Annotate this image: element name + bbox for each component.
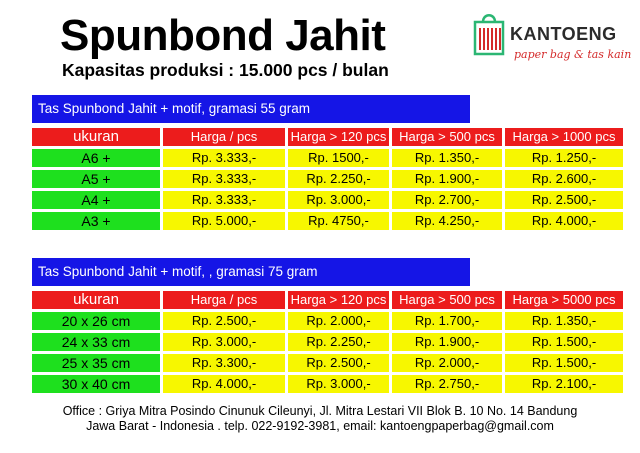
price-cell: Rp. 4.000,- xyxy=(163,375,285,393)
column-header: Harga / pcs xyxy=(163,128,285,146)
price-cell: Rp. 2.000,- xyxy=(288,312,389,330)
price-table-75-gram xyxy=(32,258,626,396)
column-header: ukuran xyxy=(32,291,160,309)
table-row xyxy=(32,312,623,330)
section-heading: Tas Spunbond Jahit + motif, , gramasi 75 gram xyxy=(32,258,470,286)
size-cell: A3 + xyxy=(32,212,160,230)
logo xyxy=(472,10,632,70)
size-cell: 30 x 40 cm xyxy=(32,375,160,393)
size-cell: 24 x 33 cm xyxy=(32,333,160,351)
column-header: Harga > 5000 pcs xyxy=(505,291,623,309)
price-cell: Rp. 3.333,- xyxy=(163,149,285,167)
price-table xyxy=(29,125,626,233)
price-cell: Rp. 2.500,- xyxy=(288,354,389,372)
page-title: Spunbond Jahit xyxy=(60,11,386,60)
price-cell: Rp. 2.100,- xyxy=(505,375,623,393)
logo-brand: KANTOENG xyxy=(510,24,617,44)
table-row xyxy=(32,170,623,188)
price-cell: Rp. 2.700,- xyxy=(392,191,502,209)
logo-tagline: paper bag & tas kain xyxy=(514,48,632,61)
price-cell: Rp. 1500,- xyxy=(288,149,389,167)
price-cell: Rp. 3.000,- xyxy=(288,191,389,209)
price-cell: Rp. 1.700,- xyxy=(392,312,502,330)
price-cell: Rp. 1.500,- xyxy=(505,333,623,351)
price-cell: Rp. 2.000,- xyxy=(392,354,502,372)
size-cell: 20 x 26 cm xyxy=(32,312,160,330)
price-cell: Rp. 2.250,- xyxy=(288,170,389,188)
table-row xyxy=(32,333,623,351)
column-header: Harga > 120 pcs xyxy=(288,291,389,309)
table-header-row xyxy=(32,291,623,309)
price-cell: Rp. 2.500,- xyxy=(163,312,285,330)
size-cell: A5 + xyxy=(32,170,160,188)
price-cell: Rp. 3.000,- xyxy=(163,333,285,351)
price-cell: Rp. 4.000,- xyxy=(505,212,623,230)
price-cell: Rp. 2.750,- xyxy=(392,375,502,393)
size-cell: 25 x 35 cm xyxy=(32,354,160,372)
column-header: ukuran xyxy=(32,128,160,146)
price-cell: Rp. 1.900,- xyxy=(392,333,502,351)
price-cell: Rp. 3.000,- xyxy=(288,375,389,393)
section-heading: Tas Spunbond Jahit + motif, gramasi 55 gram xyxy=(32,95,470,123)
price-cell: Rp. 1.250,- xyxy=(505,149,623,167)
table-row xyxy=(32,149,623,167)
table-row xyxy=(32,191,623,209)
price-cell: Rp. 3.300,- xyxy=(163,354,285,372)
price-cell: Rp. 1.350,- xyxy=(505,312,623,330)
price-cell: Rp. 2.600,- xyxy=(505,170,623,188)
column-header: Harga / pcs xyxy=(163,291,285,309)
price-cell: Rp. 4750,- xyxy=(288,212,389,230)
size-cell: A6 + xyxy=(32,149,160,167)
size-cell: A4 + xyxy=(32,191,160,209)
price-cell: Rp. 5.000,- xyxy=(163,212,285,230)
price-cell: Rp. 2.250,- xyxy=(288,333,389,351)
table-row xyxy=(32,375,623,393)
column-header: Harga > 500 pcs xyxy=(392,128,502,146)
price-cell: Rp. 1.350,- xyxy=(392,149,502,167)
column-header: Harga > 1000 pcs xyxy=(505,128,623,146)
page-subtitle: Kapasitas produksi : 15.000 pcs / bulan xyxy=(62,60,389,80)
table-row xyxy=(32,354,623,372)
price-table-55-gram xyxy=(32,95,626,233)
table-header-row xyxy=(32,128,623,146)
price-cell: Rp. 4.250,- xyxy=(392,212,502,230)
footer-line: Office : Griya Mitra Posindo Cinunuk Cileunyi, Jl. Mitra Lestari VII Blok B. 10 No. 14 Bandung xyxy=(62,404,578,418)
footer-address xyxy=(0,404,640,434)
table-row xyxy=(32,212,623,230)
column-header: Harga > 500 pcs xyxy=(392,291,502,309)
price-cell: Rp. 3.333,- xyxy=(163,170,285,188)
price-cell: Rp. 1.900,- xyxy=(392,170,502,188)
column-header: Harga > 120 pcs xyxy=(288,128,389,146)
price-table xyxy=(29,288,626,396)
price-cell: Rp. 2.500,- xyxy=(505,191,623,209)
price-cell: Rp. 1.500,- xyxy=(505,354,623,372)
footer-line: Jawa Barat - Indonesia . telp. 022-9192-3981, email: kantoengpaperbag@gmail.com xyxy=(86,419,554,433)
shopping-bag-icon xyxy=(472,10,506,56)
price-cell: Rp. 3.333,- xyxy=(163,191,285,209)
